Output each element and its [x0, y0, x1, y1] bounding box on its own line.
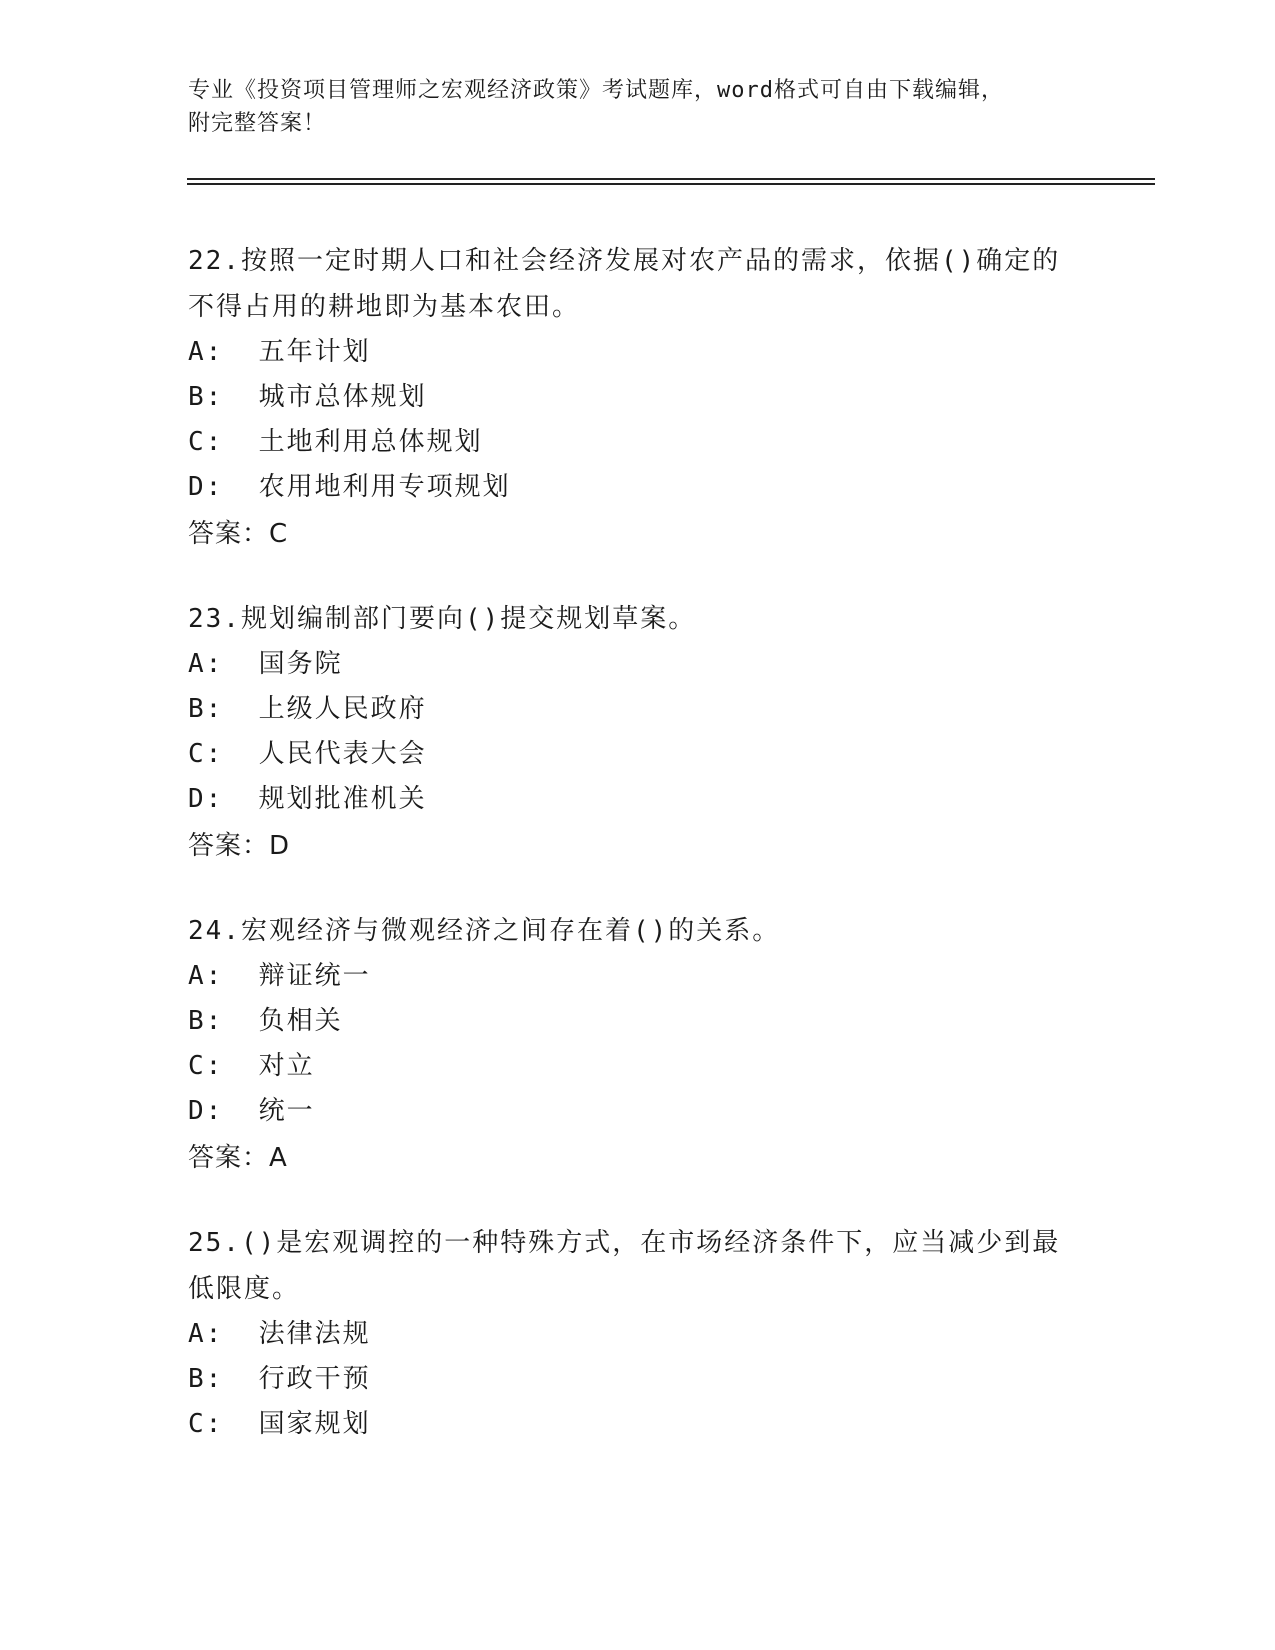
option-d: D: 规划批准机关 — [188, 784, 427, 814]
option-d: D: 统一 — [188, 1096, 315, 1126]
question-stem-line: 24.宏观经济与微观经济之间存在着()的关系。 — [188, 916, 781, 946]
answer-line: 答案：A — [188, 1143, 288, 1173]
option-b: B: 行政干预 — [188, 1364, 371, 1394]
option-c: C: 国家规划 — [188, 1409, 371, 1439]
question-stem-line: 23.规划编制部门要向()提交规划草案。 — [188, 604, 697, 634]
header-line-2: 附完整答案！ — [188, 111, 327, 136]
question-stem-line: 低限度。 — [188, 1274, 301, 1304]
option-b: B: 上级人民政府 — [188, 694, 427, 724]
question-stem-line: 22.按照一定时期人口和社会经济发展对农产品的需求，依据()确定的 — [188, 246, 1061, 276]
header-divider-bottom — [187, 183, 1155, 185]
question-stem-line: 25.()是宏观调控的一种特殊方式，在市场经济条件下，应当减少到最 — [188, 1228, 1061, 1258]
answer-line: 答案：D — [188, 831, 291, 861]
option-a: A: 五年计划 — [188, 337, 371, 367]
document-header — [188, 74, 1088, 140]
option-a: A: 辩证统一 — [188, 961, 371, 991]
question-22 — [188, 238, 1088, 558]
question-24 — [188, 908, 1088, 1182]
option-c: C: 土地利用总体规划 — [188, 427, 483, 457]
option-d: D: 农用地利用专项规划 — [188, 472, 511, 502]
option-c: C: 对立 — [188, 1051, 315, 1081]
option-b: B: 城市总体规划 — [188, 382, 427, 412]
option-a: A: 法律法规 — [188, 1319, 371, 1349]
question-23 — [188, 596, 1088, 870]
question-stem-line: 不得占用的耕地即为基本农田。 — [188, 292, 581, 322]
question-list — [188, 238, 1088, 1485]
option-c: C: 人民代表大会 — [188, 739, 427, 769]
header-divider-top — [187, 178, 1155, 180]
question-25 — [188, 1220, 1088, 1447]
header-line-1: 专业《投资项目管理师之宏观经济政策》考试题库，word格式可自由下载编辑， — [188, 78, 1004, 103]
option-a: A: 国务院 — [188, 649, 343, 679]
answer-line: 答案：C — [188, 519, 289, 549]
option-b: B: 负相关 — [188, 1006, 343, 1036]
